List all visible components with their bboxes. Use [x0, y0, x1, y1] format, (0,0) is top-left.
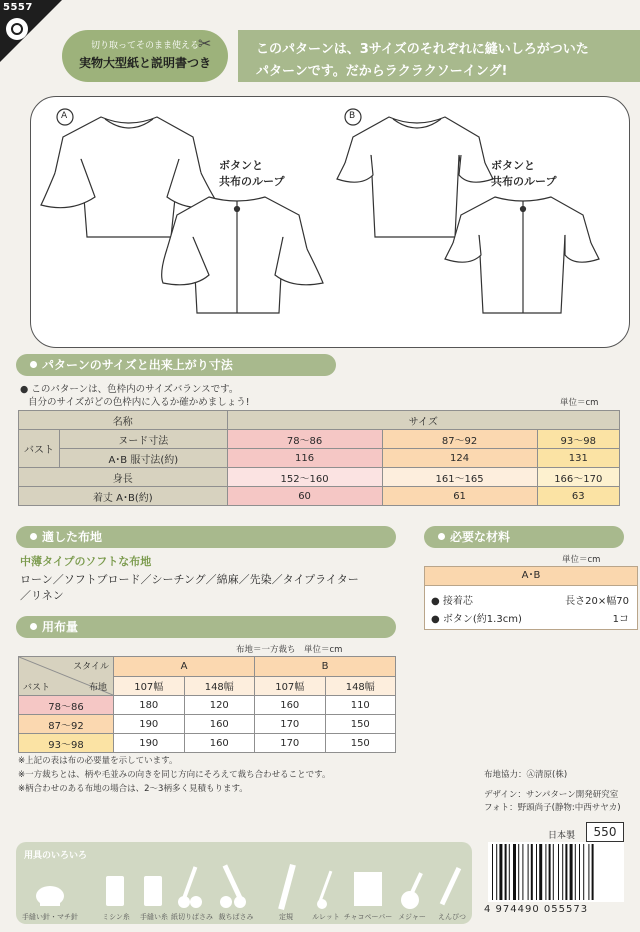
note-a-line1: ボタンと	[219, 159, 263, 172]
tool-ruler: 定規	[279, 913, 293, 921]
material-name: ● 接着芯	[431, 596, 473, 607]
size-cell: 161〜165	[382, 468, 537, 487]
made-in-label: 日本製	[548, 831, 576, 841]
fabric-list-line1: ローン／ソフトブロード／シーチング／綿麻／先染／タイプライター	[20, 573, 359, 586]
pattern-number: 5557	[3, 2, 33, 13]
size-table	[18, 410, 620, 506]
materials-header: A･B	[424, 566, 638, 586]
yardage-cell: 160	[184, 734, 255, 753]
size-cell: 60	[227, 487, 382, 506]
yardage-table	[18, 656, 396, 753]
banner-right	[238, 30, 640, 82]
yardage-cell: 170	[255, 715, 326, 734]
size-cell: 87〜92	[382, 430, 537, 449]
barcode-bar	[518, 844, 519, 900]
yardage-size: 87〜92	[19, 715, 114, 734]
width-label: 布地	[88, 683, 107, 693]
fabric-section-header	[16, 526, 396, 548]
yardage-section-header	[16, 616, 396, 638]
yardage-size: 93〜98	[19, 734, 114, 753]
bust-label: バスト	[23, 683, 51, 693]
tool-pencil: えんぴつ	[438, 913, 466, 921]
barcode-bar	[565, 844, 567, 900]
banner-right-line1: このパターンは、3サイズのそれぞれに縫いしろがついた	[256, 42, 589, 57]
note-a-line2: 共布のループ	[219, 175, 285, 188]
barcode-bar	[575, 844, 576, 900]
barcode-bar	[536, 844, 537, 900]
barcode-bar	[522, 844, 523, 900]
barcode-bar	[496, 844, 497, 900]
barcode-bar	[505, 844, 507, 900]
width-header: 148幅	[325, 676, 396, 696]
barcode-bar	[558, 844, 559, 900]
style-a-header: A	[114, 657, 255, 677]
sizes-section-header	[16, 354, 336, 376]
style-b-header: B	[255, 657, 396, 677]
width-header: 148幅	[184, 676, 255, 696]
size-cell: 152〜160	[227, 468, 382, 487]
note-b-line2: 共布のループ	[491, 175, 557, 188]
design-credit: デザイン：サンパターン開発研究室	[484, 790, 619, 800]
yardage-cell: 150	[325, 715, 396, 734]
banner-left-small: 切り取ってそのまま使える	[90, 41, 199, 51]
tool-tracing-wheel: ルレット	[312, 913, 340, 921]
fabric-list-line2: ／リネン	[20, 589, 64, 602]
banner-left-large: 実物大型紙と説明書つき	[78, 56, 211, 70]
material-value: 長さ20×幅70	[565, 596, 629, 607]
fabric-credit: 布地協力：Ⓐ清原(株)	[484, 770, 568, 780]
material-name: ● ボタン(約1.3cm)	[431, 614, 522, 625]
barcode-bar	[492, 844, 493, 900]
yardage-corner-cell	[19, 657, 114, 696]
sizes-note2: 自分のサイズがどの色枠内に入るか確かめましょう!	[28, 397, 250, 408]
barcode-bar	[592, 844, 594, 900]
barcode-number: 4 974490 055573	[484, 904, 589, 915]
tool-hand-thread: 手縫い糸	[140, 913, 168, 921]
barcode-bar	[588, 844, 589, 900]
tool-tape-measure: メジャー	[398, 913, 426, 921]
barcode-bar	[562, 844, 563, 900]
yardage-cell: 190	[114, 734, 185, 753]
yardage-cell: 150	[325, 734, 396, 753]
size-cell: 116	[227, 449, 382, 468]
size-cell: 63	[537, 487, 619, 506]
width-header: 107幅	[255, 676, 326, 696]
sizes-unit: 単位＝cm	[560, 398, 599, 408]
yardage-cell: 170	[255, 734, 326, 753]
style-b-label: B	[349, 111, 356, 121]
yardage-section-title: 用布量	[42, 620, 79, 634]
price-box: 550	[586, 822, 624, 842]
photo-credit: フォト：野頭尚子(静物:中西サヤカ)	[484, 803, 621, 813]
yardage-note-2: ※一方裁ちとは、柄や毛並みの向きを同じ方向にそろえて裁ち合わせることです。	[18, 770, 331, 780]
row-label: 身長	[19, 468, 228, 487]
barcode-bar	[583, 844, 584, 900]
yardage-size: 78〜86	[19, 696, 114, 715]
yardage-cell: 120	[184, 696, 255, 715]
banner-right-line2: パターンです。だからラクラクソーイング!	[256, 64, 508, 79]
row-label: A･B 服寸法(約)	[60, 449, 228, 468]
brand-logo-icon	[6, 18, 28, 40]
barcode-bar	[539, 844, 542, 900]
material-value: 1コ	[612, 614, 629, 625]
materials-unit: 単位＝cm	[562, 555, 601, 565]
sizes-note1: ● このパターンは、色枠内のサイズバランスです。	[20, 384, 239, 395]
size-header-size: サイズ	[227, 411, 619, 430]
fabric-subtitle: 中薄タイプのソフトな布地	[20, 555, 152, 568]
yardage-note-3: ※柄合わせのある布地の場合は、2〜3柄多く見積もります。	[18, 784, 248, 794]
barcode-bar	[553, 844, 554, 900]
style-a-label: A	[61, 111, 68, 121]
barcode-bar	[531, 844, 533, 900]
materials-box	[424, 586, 638, 630]
tool-paper-scissors: 紙切りばさみ	[171, 913, 213, 921]
barcode	[488, 842, 624, 902]
barcode-bar	[579, 844, 580, 900]
materials-section-header	[424, 526, 624, 548]
tools-panel	[16, 842, 472, 924]
barcode-bar	[499, 844, 502, 900]
garment-illustration	[30, 96, 630, 348]
size-header-name: 名称	[19, 411, 228, 430]
tool-machine-thread: ミシン糸	[102, 913, 130, 921]
barcode-bar	[549, 844, 551, 900]
size-cell: 124	[382, 449, 537, 468]
size-cell: 61	[382, 487, 537, 506]
yardage-note-1: ※上記の表は布の必要量を示しています。	[18, 756, 178, 766]
bust-label: バスト	[19, 430, 60, 468]
size-cell: 93〜98	[537, 430, 619, 449]
size-cell: 131	[537, 449, 619, 468]
width-header: 107幅	[114, 676, 185, 696]
barcode-bar	[513, 844, 516, 900]
tools-title: 用具のいろいろ	[24, 851, 88, 861]
tool-fabric-shears: 裁ちばさみ	[218, 913, 254, 921]
yardage-cell: 190	[114, 715, 185, 734]
yardage-note: 布地＝一方裁ち 単位＝cm	[236, 645, 343, 655]
barcode-bar	[570, 844, 573, 900]
yardage-cell: 160	[255, 696, 326, 715]
tool-chalk-paper: チャコペーパー	[343, 913, 393, 921]
size-cell: 166〜170	[537, 468, 619, 487]
materials-section-title: 必要な材料	[450, 530, 511, 544]
style-label: スタイル	[73, 662, 109, 672]
row-label: ヌード寸法	[60, 430, 228, 449]
scissors-icon: ✂	[198, 34, 212, 53]
barcode-bar	[528, 844, 529, 900]
yardage-cell: 180	[114, 696, 185, 715]
barcode-bar	[509, 844, 510, 900]
note-b-line1: ボタンと	[491, 159, 535, 172]
tool-needle-pin: 手縫い針・マチ針	[22, 913, 78, 921]
size-cell: 78〜86	[227, 430, 382, 449]
row-label: 着丈 A･B(約)	[19, 487, 228, 506]
barcode-bar	[545, 844, 546, 900]
yardage-cell: 160	[184, 715, 255, 734]
yardage-cell: 110	[325, 696, 396, 715]
sizes-section-title: パターンのサイズと出来上がり寸法	[42, 358, 233, 372]
fabric-section-title: 適した布地	[42, 530, 103, 544]
